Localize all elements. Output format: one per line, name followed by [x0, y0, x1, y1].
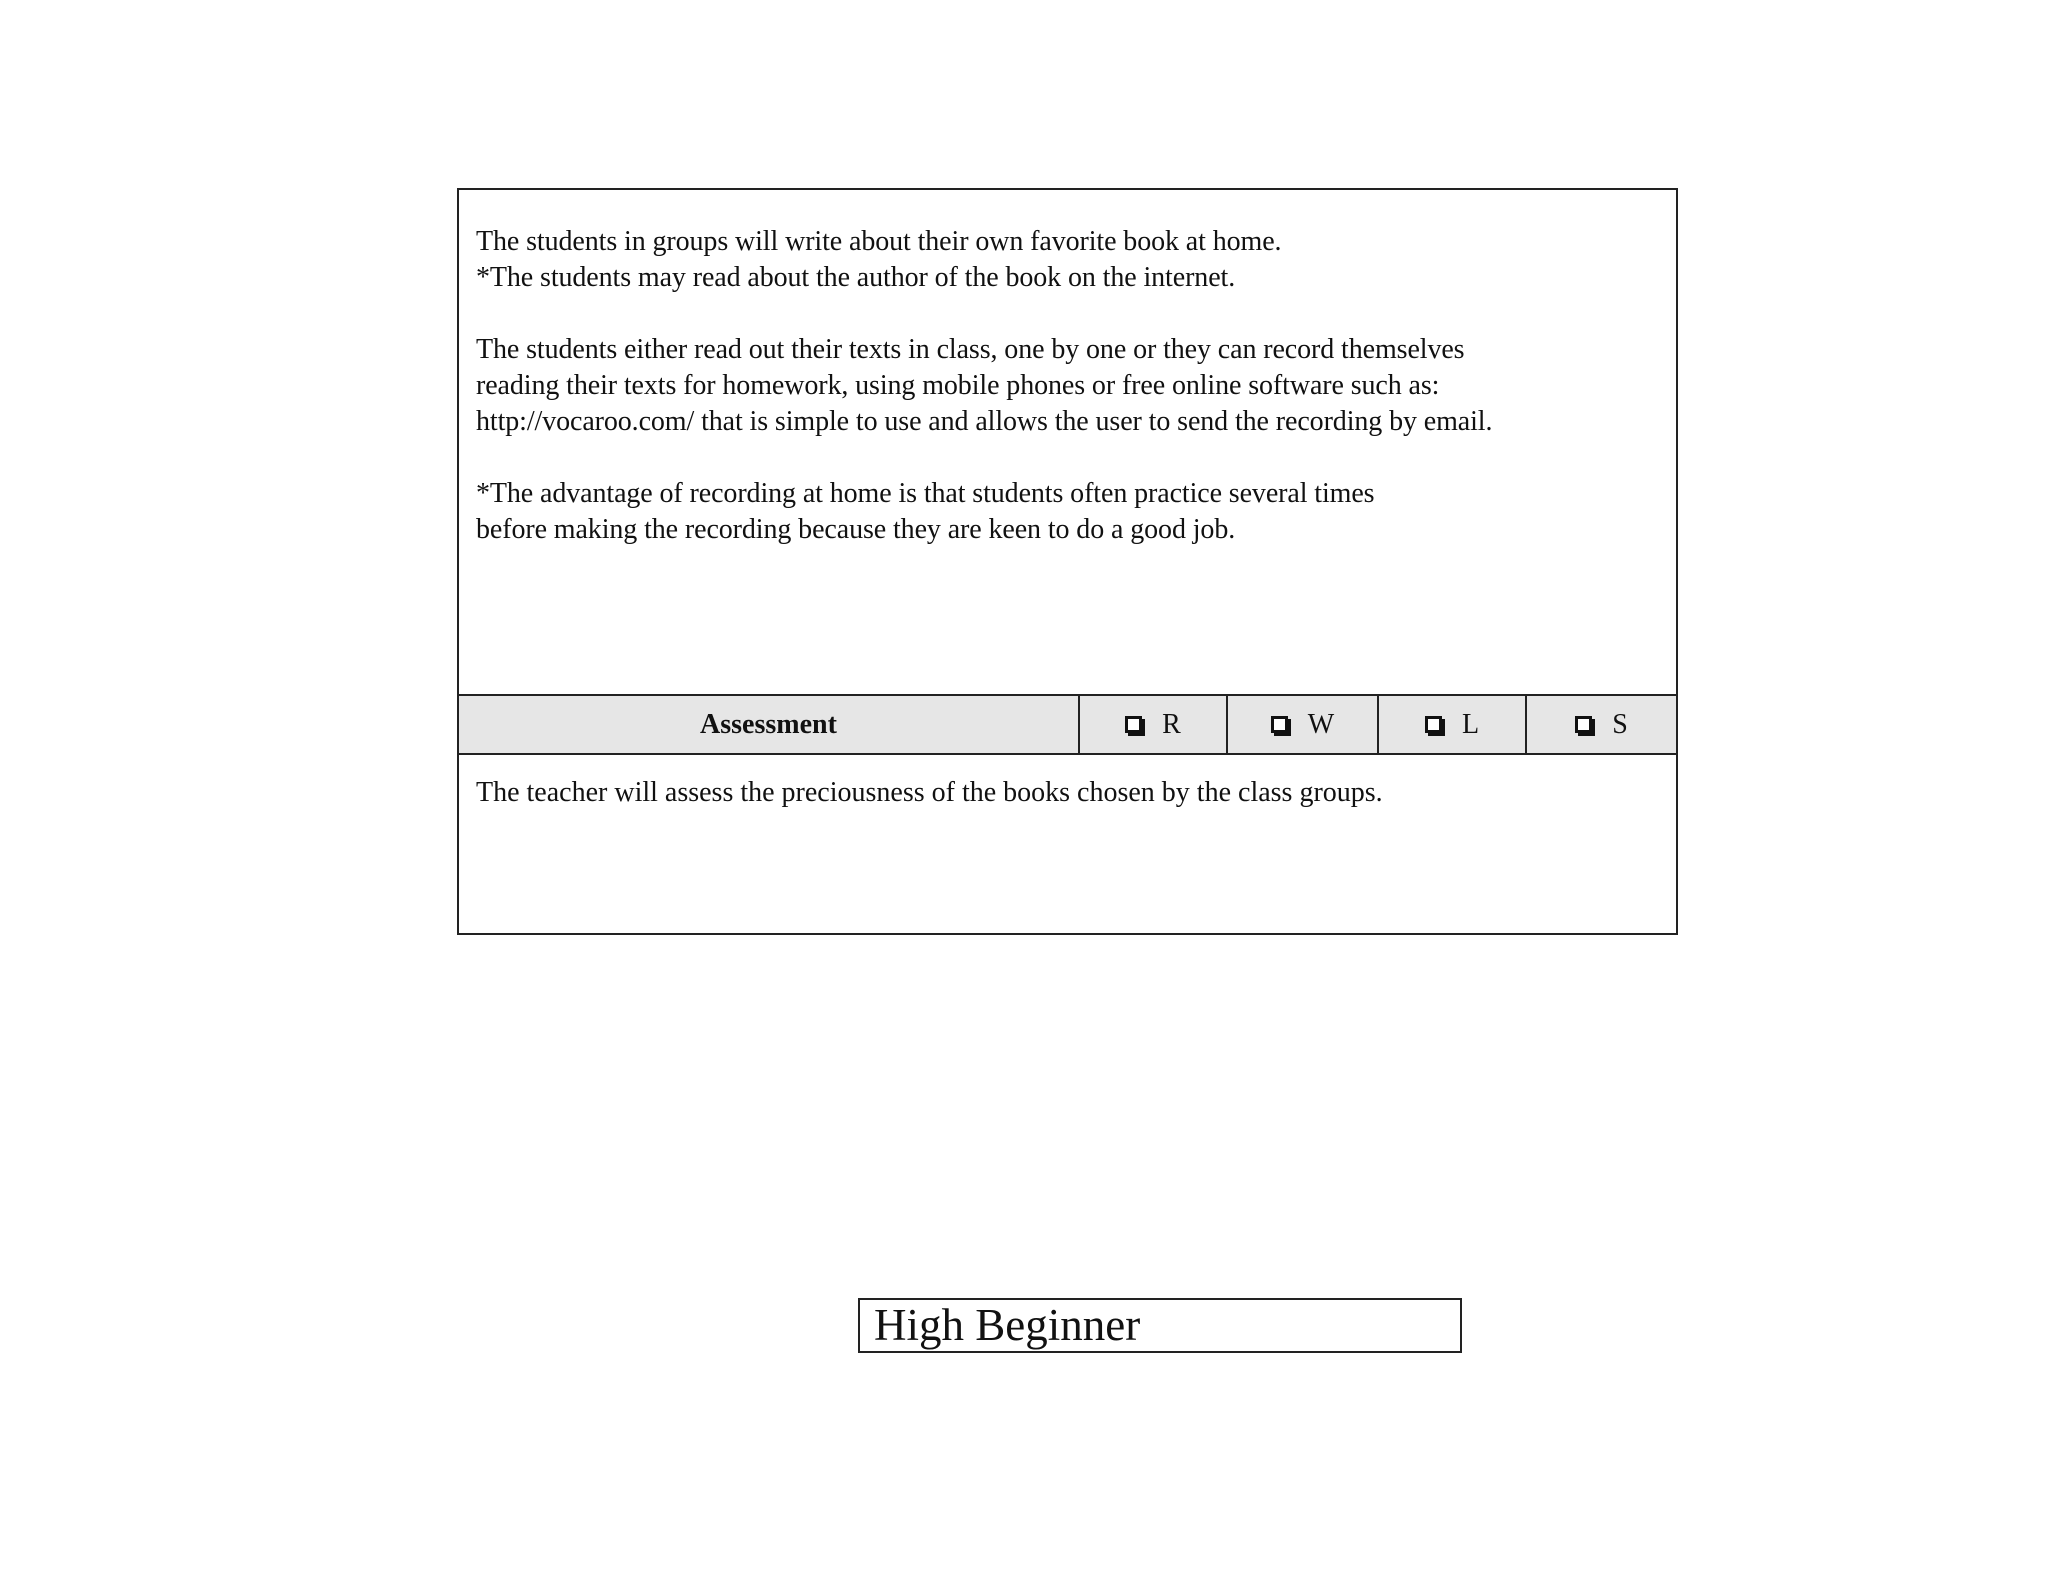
text-line: *The advantage of recording at home is that students often practice several times — [476, 478, 1375, 509]
skill-letter: S — [1612, 708, 1628, 740]
text-line: before making the recording because they are keen to do a good job. — [476, 514, 1236, 545]
skill-letter: L — [1461, 708, 1480, 740]
text-line: http://vocaroo.com/ that is simple to use and allows the user to send the recording by email. — [476, 406, 1493, 437]
checkbox-icon[interactable] — [1271, 716, 1288, 733]
text-line: *The students may read about the author of the book on the internet. — [476, 262, 1236, 293]
paragraph-gap — [476, 296, 1660, 332]
text-line: The students either read out their texts in class, one by one or they can record themselves — [476, 334, 1465, 365]
text-line: reading their texts for homework, using mobile phones or free online software such as: — [476, 370, 1440, 401]
checkbox-icon[interactable] — [1125, 716, 1142, 733]
activity-table — [457, 188, 1678, 935]
paragraph-gap — [476, 440, 1660, 476]
skill-letter: W — [1307, 708, 1335, 740]
skill-cell-reading[interactable] — [1080, 696, 1228, 753]
skill-cell-speaking[interactable] — [1527, 696, 1676, 753]
text-line: The students in groups will write about their own favorite book at home. — [476, 226, 1282, 257]
skill-letter: R — [1162, 708, 1181, 740]
assessment-description: The teacher will assess the preciousness of the books chosen by the class groups. — [476, 777, 1383, 808]
checkbox-icon[interactable] — [1575, 716, 1592, 733]
checkbox-icon[interactable] — [1425, 716, 1442, 733]
assessment-label: Assessment — [459, 696, 1080, 753]
level-label-box: High Beginner — [858, 1298, 1462, 1353]
assessment-header-row — [459, 694, 1676, 755]
activity-description — [459, 190, 1676, 694]
skill-cell-writing[interactable] — [1228, 696, 1379, 753]
skill-cell-listening[interactable] — [1379, 696, 1527, 753]
